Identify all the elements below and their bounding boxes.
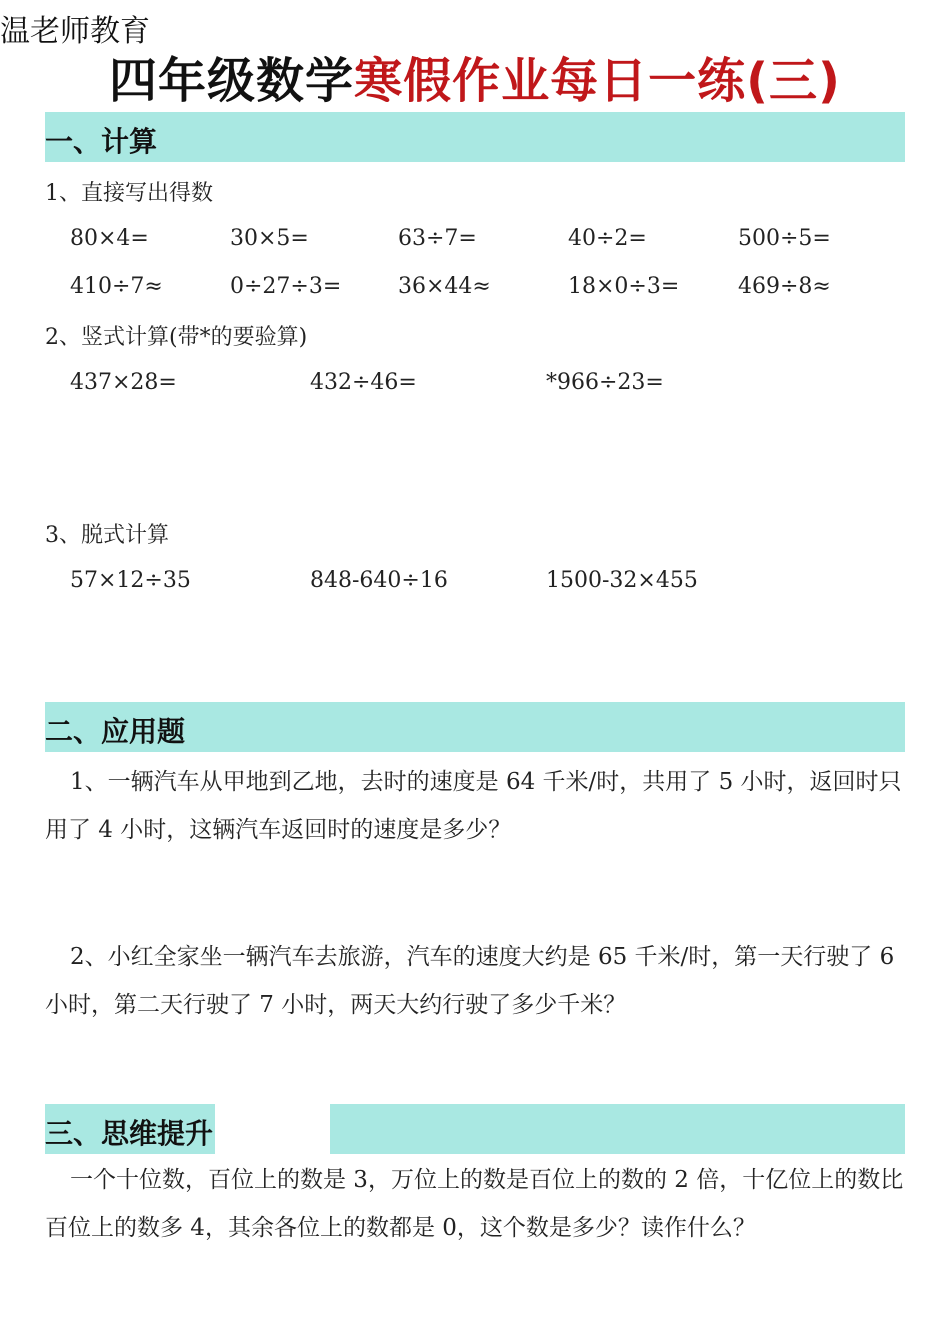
q1-item: 36×44≈: [398, 274, 491, 299]
q1-item: 410÷7≈: [70, 274, 163, 299]
q1-item: 30×5=: [230, 226, 309, 251]
application-problem-1: 1、一辆汽车从甲地到乙地，去时的速度是 64 千米/时，共用了 5 小时，返回时只用了 4 小时，这辆汽车返回时的速度是多少？: [45, 769, 902, 843]
q1-label: 1、直接写出得数: [45, 181, 213, 206]
q1-item: 0÷27÷3=: [230, 274, 342, 299]
q3-item: 848-640÷16: [310, 568, 448, 593]
q1-item: 63÷7=: [398, 226, 477, 251]
q1-item: 469÷8≈: [738, 274, 831, 299]
q2-item: *966÷23=: [546, 370, 664, 395]
q3-item: 57×12÷35: [70, 568, 191, 593]
q3-label: 3、脱式计算: [45, 523, 169, 548]
watermark: 温老师教育: [0, 14, 150, 49]
section-bar-gap: [215, 1104, 330, 1154]
title-subject: 寒假作业每日一练(三): [354, 53, 841, 109]
q2-item: 437×28=: [70, 370, 177, 395]
q1-item: 18×0÷3=: [568, 274, 680, 299]
section-bar-calc: [45, 112, 905, 162]
q3-item: 1500-32×455: [546, 568, 698, 593]
q2-label: 2、竖式计算(带*的要验算): [45, 325, 308, 350]
title-grade: 四年级数学: [109, 53, 355, 109]
q2-item: 432÷46=: [310, 370, 417, 395]
q1-item: 80×4=: [70, 226, 149, 251]
q1-item: 40÷2=: [568, 226, 647, 251]
section-heading-application: 二、应用题: [45, 715, 186, 748]
thinking-problem: 一个十位数，百位上的数是 3，万位上的数是百位上的数的 2 倍，十亿位上的数比百位上的数多 4，其余各位上的数都是 0，这个数是多少？读作什么？: [45, 1167, 904, 1241]
section-heading-thinking: 三、思维提升: [45, 1117, 214, 1150]
section-heading-calc: 一、计算: [45, 125, 158, 158]
q1-item: 500÷5=: [738, 226, 831, 251]
page-title: [0, 42, 950, 111]
application-problem-2: 2、小红全家坐一辆汽车去旅游，汽车的速度大约是 65 千米/时，第一天行驶了 6 小时，第二天行驶了 7 小时，两天大约行驶了多少千米？: [45, 944, 895, 1018]
